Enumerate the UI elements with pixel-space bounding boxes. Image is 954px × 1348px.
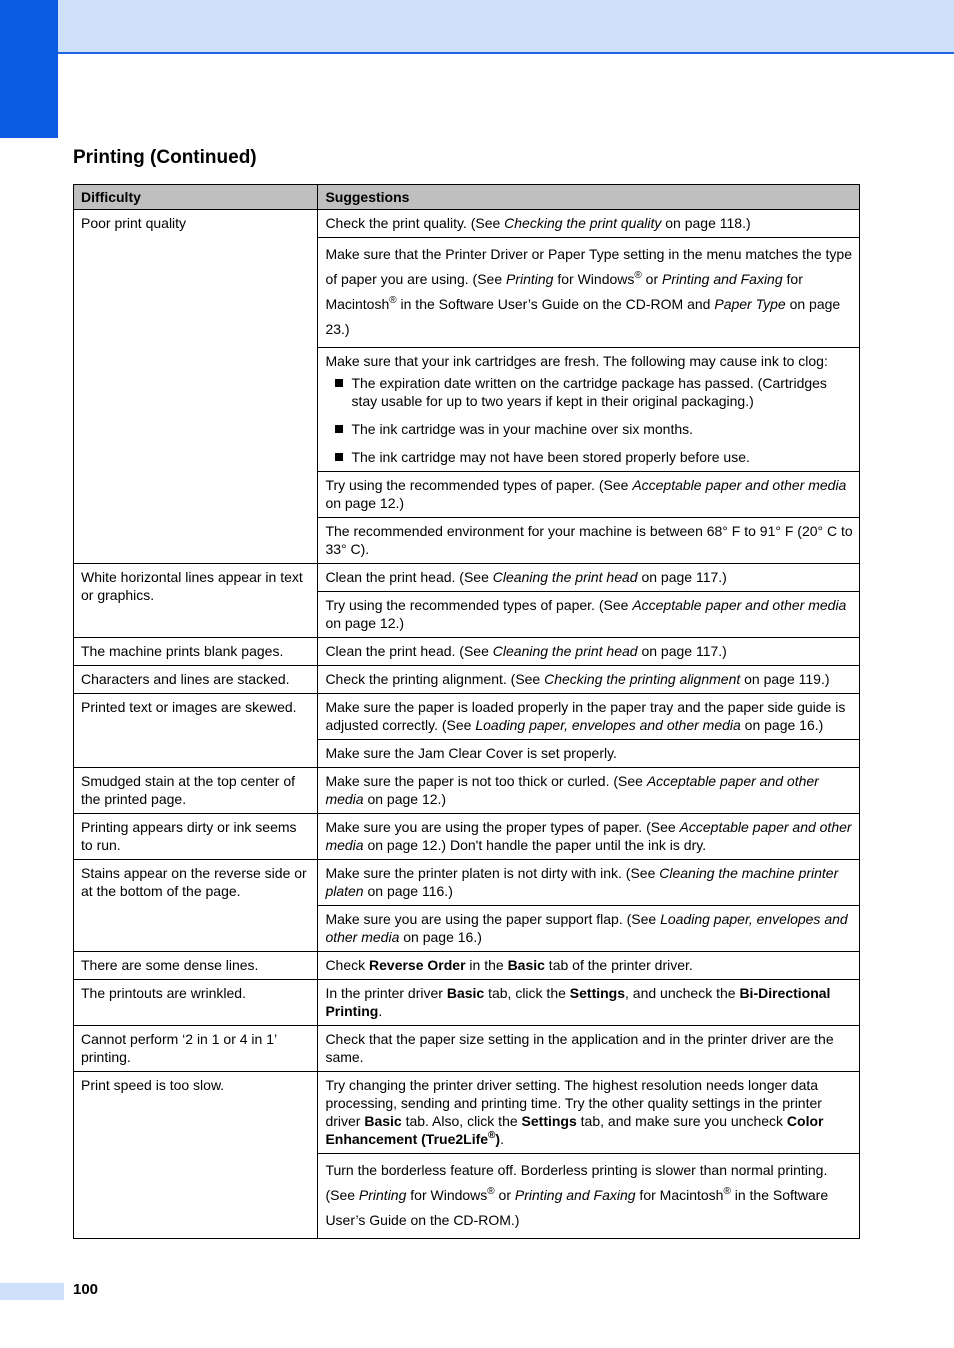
section-title: Printing (Continued)	[73, 147, 257, 168]
table-row	[74, 564, 860, 592]
page-number: 100	[73, 1281, 99, 1298]
difficulty-cell: Stains appear on the reverse side or at the bottom of the page.	[74, 860, 318, 952]
suggestion-cell: Check that the paper size setting in the application and in the printer driver are the same.	[318, 1026, 860, 1072]
suggestion-text: Make sure that your ink cartridges are fresh. The following may cause ink to clog:	[325, 353, 828, 369]
bullet-item: The ink cartridge was in your machine over six months.	[325, 420, 853, 438]
difficulty-cell: The printouts are wrinkled.	[74, 980, 318, 1026]
suggestion-cell: Check the print quality. (See Checking the print quality on page 118.)	[318, 210, 860, 238]
difficulty-cell: Printed text or images are skewed.	[74, 694, 318, 768]
suggestion-cell: Try using the recommended types of paper. (See Acceptable paper and other media on page 12.)	[318, 592, 860, 638]
suggestion-cell: In the printer driver Basic tab, click the Settings, and uncheck the Bi-Directional Printing.	[318, 980, 860, 1026]
difficulty-cell: The machine prints blank pages.	[74, 638, 318, 666]
suggestion-cell: Make sure you are using the proper types of paper. (See Acceptable paper and other media on page 12.) Don't handle the paper until the ink is dry.	[318, 814, 860, 860]
table-row	[74, 666, 860, 694]
difficulty-cell: Printing appears dirty or ink seems to run.	[74, 814, 318, 860]
page-number-tab	[0, 1283, 64, 1300]
suggestion-cell: Make sure you are using the paper support flap. (See Loading paper, envelopes and other media on page 16.)	[318, 906, 860, 952]
difficulty-cell: White horizontal lines appear in text or graphics.	[74, 564, 318, 638]
table-row	[74, 860, 860, 906]
table-row	[74, 980, 860, 1026]
table-row	[74, 1072, 860, 1154]
difficulty-cell: Characters and lines are stacked.	[74, 666, 318, 694]
troubleshooting-table	[73, 184, 860, 1239]
table-row	[74, 638, 860, 666]
table-header-row	[74, 185, 860, 210]
suggestion-cell: Make sure the paper is loaded properly in the paper tray and the paper side guide is adjusted correctly. (See Loading paper, envelopes and other media on page 16.)	[318, 694, 860, 740]
difficulty-cell: Print speed is too slow.	[74, 1072, 318, 1239]
suggestion-cell	[318, 348, 860, 472]
suggestion-cell: Clean the print head. (See Cleaning the print head on page 117.)	[318, 638, 860, 666]
chapter-tab	[0, 0, 58, 138]
table-row	[74, 694, 860, 740]
suggestion-cell: Turn the borderless feature off. Borderless printing is slower than normal printing. (See Printing for Windows® or Printing and Faxing for Macintosh® in the Software User’s Guide on the CD-ROM.)	[318, 1154, 860, 1239]
table-row	[74, 814, 860, 860]
suggestion-cell: Try changing the printer driver setting. The highest resolution needs longer data processing, sending and printing time. Try the other quality settings in the printer driver Basic tab. Also, click the Settings tab, and make sure you uncheck Color Enhancement (True2Life®).	[318, 1072, 860, 1154]
difficulty-cell: Cannot perform ‘2 in 1 or 4 in 1’ printing.	[74, 1026, 318, 1072]
suggestion-cell: Make sure that the Printer Driver or Paper Type setting in the menu matches the type of paper you are using. (See Printing for Windows® or Printing and Faxing for Macintosh® in the Software User’s Guide on the CD-ROM and Paper Type on page 23.)	[318, 238, 860, 348]
table-row	[74, 210, 860, 238]
column-header-suggestions: Suggestions	[318, 185, 860, 210]
bullet-list	[325, 374, 853, 466]
difficulty-cell: There are some dense lines.	[74, 952, 318, 980]
header-band	[0, 0, 954, 54]
table-row	[74, 1026, 860, 1072]
difficulty-cell: Poor print quality	[74, 210, 318, 564]
suggestion-cell: Make sure the printer platen is not dirty with ink. (See Cleaning the machine printer platen on page 116.)	[318, 860, 860, 906]
table-body	[74, 210, 860, 1239]
bullet-item: The expiration date written on the cartridge package has passed. (Cartridges stay usable for up to two years if kept in their original packaging.)	[325, 374, 853, 410]
suggestion-cell: The recommended environment for your machine is between 68° F to 91° F (20° C to 33° C).	[318, 518, 860, 564]
column-header-difficulty: Difficulty	[74, 185, 318, 210]
suggestion-cell: Make sure the paper is not too thick or curled. (See Acceptable paper and other media on page 12.)	[318, 768, 860, 814]
suggestion-cell: Clean the print head. (See Cleaning the print head on page 117.)	[318, 564, 860, 592]
bullet-item: The ink cartridge may not have been stored properly before use.	[325, 448, 853, 466]
suggestion-cell: Check Reverse Order in the Basic tab of the printer driver.	[318, 952, 860, 980]
difficulty-cell: Smudged stain at the top center of the printed page.	[74, 768, 318, 814]
table-row	[74, 768, 860, 814]
table-row	[74, 952, 860, 980]
suggestion-cell: Try using the recommended types of paper. (See Acceptable paper and other media on page 12.)	[318, 472, 860, 518]
suggestion-cell: Make sure the Jam Clear Cover is set properly.	[318, 740, 860, 768]
suggestion-cell: Check the printing alignment. (See Checking the printing alignment on page 119.)	[318, 666, 860, 694]
